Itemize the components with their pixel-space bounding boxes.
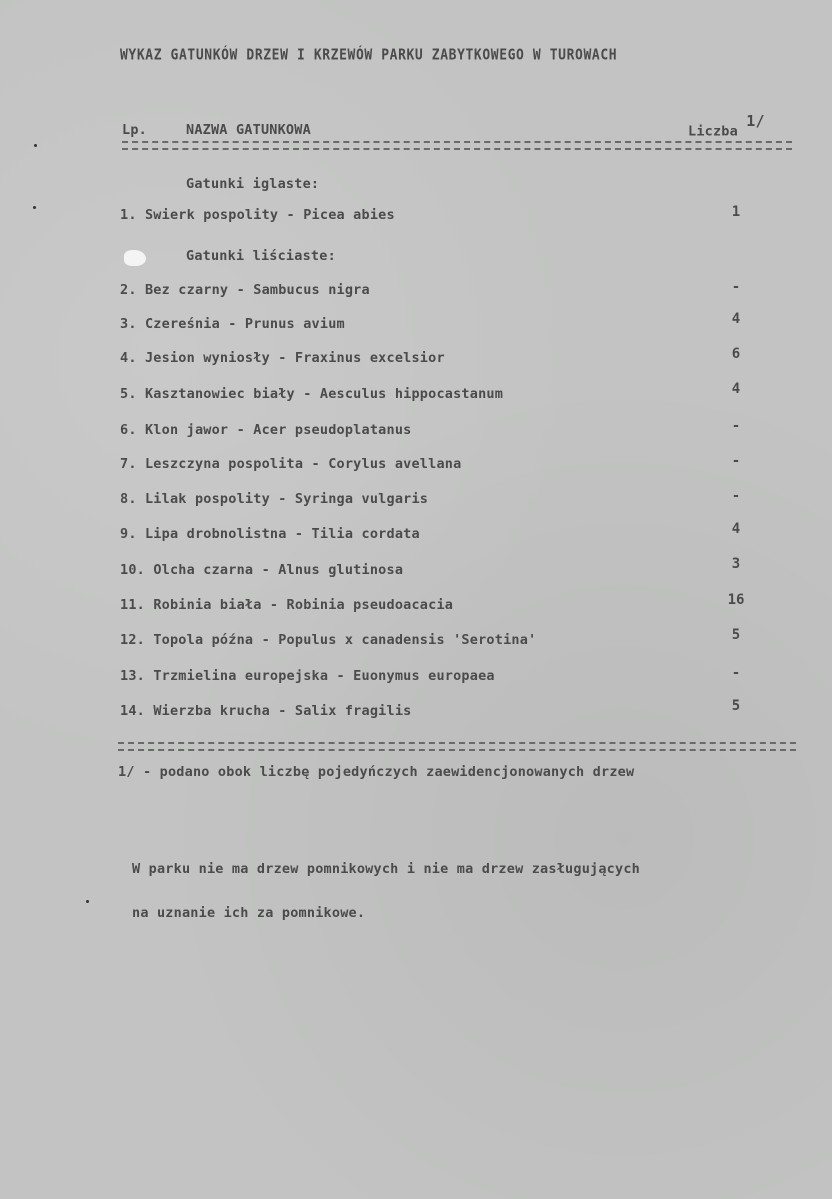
species-count: 4 xyxy=(731,521,741,537)
paper-speck xyxy=(86,900,89,903)
species-name: Jesion wyniosły - Fraxinus excelsior xyxy=(144,350,445,366)
species-name: Olcha czarna - Alnus glutinosa xyxy=(153,562,404,578)
species-name: Wierzba krucha - Salix fragilis xyxy=(153,703,412,719)
section-label-deciduous: Gatunki liściaste: xyxy=(186,248,336,264)
species-count: 1 xyxy=(731,204,741,220)
species-count: 6 xyxy=(731,346,741,362)
species-name: Leszczyna pospolita - Corylus avellana xyxy=(144,456,462,472)
section-label-conifers: Gatunki iglaste: xyxy=(186,176,320,192)
species-name: Topola późna - Populus x canadensis 'Serotina' xyxy=(153,632,537,648)
species-count: 4 xyxy=(731,311,741,327)
species-count: - xyxy=(731,418,741,434)
row-number: 4. xyxy=(120,350,137,366)
species-count: 5 xyxy=(731,627,741,643)
row-number: 1. xyxy=(120,207,137,223)
species-name: Robinia biała - Robinia pseudoacacia xyxy=(153,597,454,613)
species-name: Bez czarny - Sambucus nigra xyxy=(144,282,370,298)
species-name: Trzmielina europejska - Euonymus europaea xyxy=(153,668,495,684)
row-number: 13. xyxy=(120,668,145,684)
paper-speck xyxy=(34,144,37,147)
species-count: - xyxy=(731,665,741,681)
species-count: 4 xyxy=(731,381,741,397)
row-number: 6. xyxy=(120,422,137,438)
count-label: Liczba xyxy=(688,123,738,140)
species-name: Kasztanowiec biały - Aesculus hippocastanum xyxy=(144,386,504,402)
species-count: - xyxy=(731,453,741,469)
species-name: Lipa drobnolistna - Tilia cordata xyxy=(144,526,420,542)
footnote: 1/ - podano obok liczbę pojedyńczych zaewidencjonowanych drzew xyxy=(118,764,635,780)
header-divider xyxy=(122,141,792,150)
row-number: 14. xyxy=(120,703,145,719)
paper-mark xyxy=(124,250,146,266)
row-number: 2. xyxy=(120,282,137,298)
row-number: 9. xyxy=(120,526,137,542)
species-name: Lilak pospolity - Syringa vulgaris xyxy=(144,491,429,507)
species-count: 16 xyxy=(727,592,745,608)
footnote-mark: 1/ xyxy=(746,112,765,130)
note-line-1: W parku nie ma drzew pomnikowych i nie ma drzew zasługujących xyxy=(132,861,640,877)
species-name: Klon jawor - Acer pseudoplatanus xyxy=(144,422,412,438)
paper-speck xyxy=(33,206,36,209)
row-number: 10. xyxy=(120,562,145,578)
species-name: Czereśnia - Prunus avium xyxy=(144,316,345,332)
row-number: 5. xyxy=(120,386,137,402)
footer-divider xyxy=(118,742,796,751)
species-name: Swierk pospolity - Picea abies xyxy=(144,207,395,223)
species-count: - xyxy=(731,279,741,295)
row-number: 11. xyxy=(120,597,145,613)
row-number: 3. xyxy=(120,316,137,332)
species-count: 3 xyxy=(731,556,741,572)
note-line-2: na uznanie ich za pomnikowe. xyxy=(132,905,366,921)
row-number: 8. xyxy=(120,491,137,507)
species-count: 5 xyxy=(731,698,741,714)
column-header-count xyxy=(688,112,765,140)
row-number: 7. xyxy=(120,456,137,472)
column-header-lp: Lp. xyxy=(122,122,147,138)
species-count: - xyxy=(731,488,741,504)
document-title: WYKAZ GATUNKÓW DRZEW I KRZEWÓW PARKU ZABYTKOWEGO W TUROWACH xyxy=(120,46,618,65)
column-header-name: NAZWA GATUNKOWA xyxy=(186,122,311,138)
row-number: 12. xyxy=(120,632,145,648)
